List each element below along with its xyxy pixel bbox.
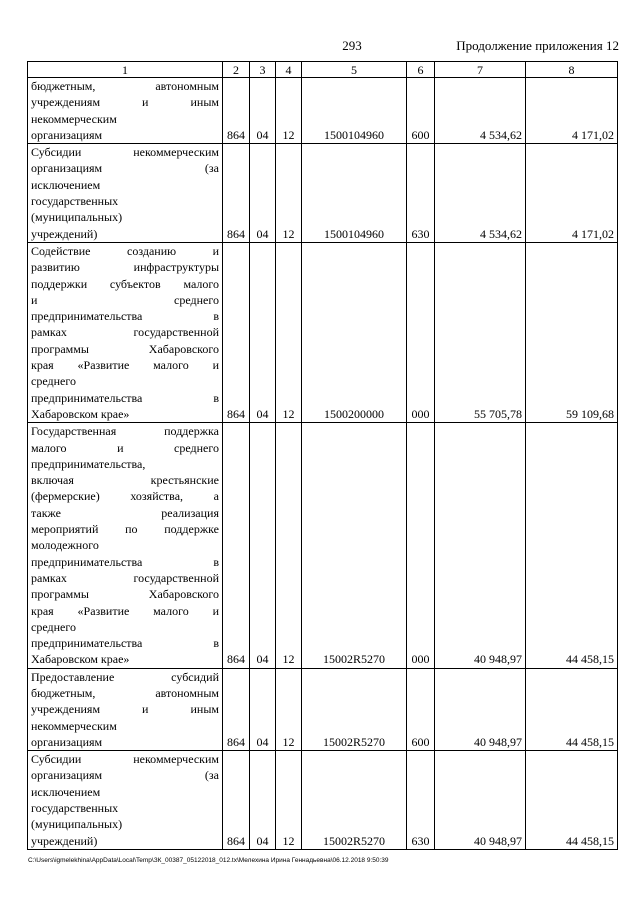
- row-name-line: (муниципальных): [31, 210, 123, 225]
- row-name-cell: [28, 144, 223, 243]
- table-row: [28, 144, 618, 243]
- row-name-cell: [28, 751, 223, 850]
- subsection-code-cell: 12: [276, 423, 302, 668]
- row-name-line: рамках государственной: [31, 325, 219, 340]
- target-article-cell: 1500104960: [302, 144, 407, 243]
- row-name-line: государственных: [31, 194, 119, 209]
- row-name-line: бюджетным, автономным: [31, 685, 219, 700]
- continuation-label: Продолжение приложения 12: [456, 38, 619, 53]
- subsection-code-cell: 12: [276, 144, 302, 243]
- amount-year2-cell: 4 171,02: [526, 78, 618, 144]
- row-name-line: малого и среднего: [31, 440, 219, 455]
- amount-year1-cell: 55 705,78: [435, 242, 526, 422]
- column-header-5: 5: [302, 62, 407, 78]
- expense-type-cell: 630: [407, 751, 435, 850]
- column-header-8: 8: [526, 62, 618, 78]
- section-code-cell: 04: [250, 423, 276, 668]
- column-header-3: 3: [250, 62, 276, 78]
- row-name-line: предпринимательства в: [31, 554, 219, 569]
- row-name-line: исключением: [31, 784, 101, 799]
- target-article-cell: 1500200000: [302, 242, 407, 422]
- page-number: 293: [342, 38, 362, 53]
- row-name-line: организациям (за: [31, 161, 219, 176]
- expense-type-cell: 000: [407, 423, 435, 668]
- amount-year1-cell: 40 948,97: [435, 751, 526, 850]
- amount-year1-cell: 4 534,62: [435, 78, 526, 144]
- subsection-code-cell: 12: [276, 668, 302, 750]
- row-name-line: Хабаровском крае»: [31, 652, 130, 667]
- table-row: [28, 751, 618, 850]
- column-header-7: 7: [435, 62, 526, 78]
- table-body: [28, 78, 618, 850]
- section-code-cell: 04: [250, 668, 276, 750]
- target-article-cell: 1500104960: [302, 78, 407, 144]
- amount-year2-cell: 59 109,68: [526, 242, 618, 422]
- row-name-line: программы Хабаровского: [31, 341, 219, 356]
- row-name-line: организациям: [31, 127, 103, 142]
- row-name-line: предпринимательства в: [31, 309, 219, 324]
- row-name-line: предпринимательства,: [31, 456, 146, 471]
- column-header-2: 2: [223, 62, 250, 78]
- subsection-code-cell: 12: [276, 78, 302, 144]
- row-name-line: среднего: [31, 374, 76, 389]
- expense-type-cell: 630: [407, 144, 435, 243]
- expense-type-cell: 600: [407, 668, 435, 750]
- target-article-cell: 15002R5270: [302, 423, 407, 668]
- section-code-cell: 04: [250, 144, 276, 243]
- row-name-line: Содействие созданию и: [31, 243, 219, 258]
- subsection-code-cell: 12: [276, 751, 302, 850]
- row-name-line: организациям (за: [31, 768, 219, 783]
- row-name-line: Предоставление субсидий: [31, 669, 219, 684]
- ministry-code-cell: 864: [223, 78, 250, 144]
- amount-year1-cell: 40 948,97: [435, 423, 526, 668]
- budget-table: [27, 61, 618, 850]
- column-header-6: 6: [407, 62, 435, 78]
- row-name-line: учреждениям и иным: [31, 95, 219, 110]
- amount-year2-cell: 44 458,15: [526, 668, 618, 750]
- table-row: [28, 242, 618, 422]
- file-path-footer: C:\Users\igmelekhina\AppData\Local\Temp\ЗК_00387_05122018_012.tx\Мелехина Ирина Геннадьевна\06.12.2018 9:50:39: [28, 857, 389, 864]
- amount-year2-cell: 44 458,15: [526, 751, 618, 850]
- row-name-line: края «Развитие малого и: [31, 358, 219, 373]
- row-name-line: рамках государственной: [31, 570, 219, 585]
- row-name-line: предпринимательства в: [31, 636, 219, 651]
- ministry-code-cell: 864: [223, 144, 250, 243]
- row-name-cell: [28, 668, 223, 750]
- row-name-line: учреждений): [31, 833, 98, 848]
- table-header-row: [28, 62, 618, 78]
- target-article-cell: 15002R5270: [302, 751, 407, 850]
- row-name-line: мероприятий по поддержке: [31, 522, 219, 537]
- row-name-line: некоммерческим: [31, 718, 117, 733]
- row-name-line: среднего: [31, 619, 76, 634]
- target-article-cell: 15002R5270: [302, 668, 407, 750]
- column-header-4: 4: [276, 62, 302, 78]
- row-name-line: края «Развитие малого и: [31, 603, 219, 618]
- row-name-line: Государственная поддержка: [31, 424, 219, 439]
- row-name-line: Субсидии некоммерческим: [31, 752, 219, 767]
- row-name-line: развитию инфраструктуры: [31, 260, 219, 275]
- column-header-1: 1: [28, 62, 223, 78]
- row-name-line: и среднего: [31, 292, 219, 307]
- row-name-line: организациям: [31, 734, 103, 749]
- row-name-cell: [28, 242, 223, 422]
- row-name-cell: [28, 423, 223, 668]
- expense-type-cell: 600: [407, 78, 435, 144]
- row-name-line: исключением: [31, 177, 101, 192]
- row-name-line: предпринимательства в: [31, 390, 219, 405]
- ministry-code-cell: 864: [223, 751, 250, 850]
- amount-year2-cell: 4 171,02: [526, 144, 618, 243]
- ministry-code-cell: 864: [223, 242, 250, 422]
- row-name-line: государственных: [31, 801, 119, 816]
- table-row: [28, 423, 618, 668]
- row-name-line: включая крестьянские: [31, 473, 219, 488]
- ministry-code-cell: 864: [223, 668, 250, 750]
- ministry-code-cell: 864: [223, 423, 250, 668]
- row-name-line: учреждениям и иным: [31, 702, 219, 717]
- row-name-line: Субсидии некоммерческим: [31, 145, 219, 160]
- row-name-cell: [28, 78, 223, 144]
- row-name-line: также реализация: [31, 505, 219, 520]
- row-name-line: некоммерческим: [31, 111, 117, 126]
- section-code-cell: 04: [250, 751, 276, 850]
- row-name-line: (фермерские) хозяйства, а: [31, 489, 219, 504]
- amount-year1-cell: 4 534,62: [435, 144, 526, 243]
- table-row: [28, 668, 618, 750]
- amount-year2-cell: 44 458,15: [526, 423, 618, 668]
- row-name-line: программы Хабаровского: [31, 587, 219, 602]
- row-name-line: молодежного: [31, 538, 99, 553]
- subsection-code-cell: 12: [276, 242, 302, 422]
- section-code-cell: 04: [250, 78, 276, 144]
- row-name-line: поддержки субъектов малого: [31, 276, 219, 291]
- expense-type-cell: 000: [407, 242, 435, 422]
- row-name-line: бюджетным, автономным: [31, 79, 219, 93]
- amount-year1-cell: 40 948,97: [435, 668, 526, 750]
- row-name-line: учреждений): [31, 226, 98, 241]
- row-name-line: (муниципальных): [31, 817, 123, 832]
- section-code-cell: 04: [250, 242, 276, 422]
- row-name-line: Хабаровском крае»: [31, 406, 130, 421]
- table-row: [28, 78, 618, 144]
